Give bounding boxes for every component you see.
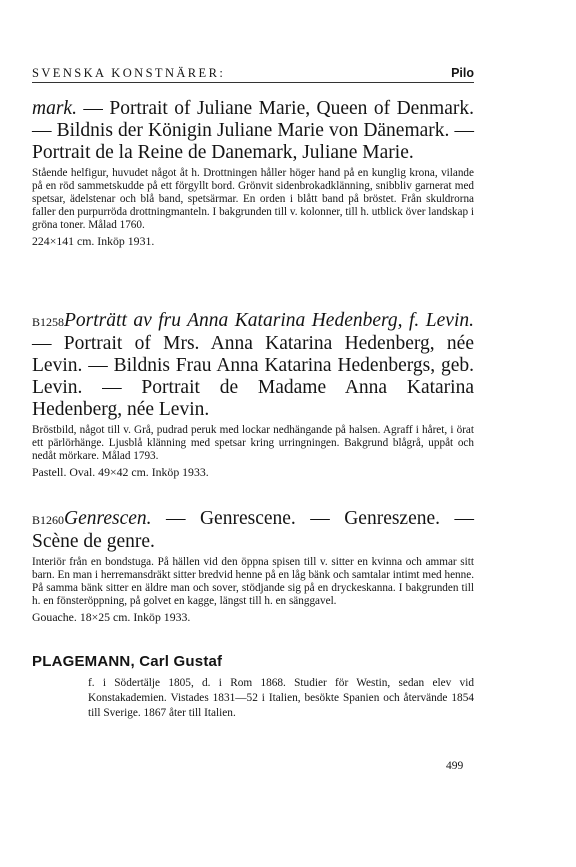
catalogue-number: B1260	[32, 513, 65, 527]
running-head-artist: Pilo	[451, 66, 474, 80]
entry-title	[32, 98, 474, 164]
running-head-title: SVENSKA KONSTNÄRER:	[32, 66, 226, 80]
entry-title	[32, 508, 474, 553]
entry-title-rest: — Portrait of Juliane Marie, Queen of Denmark. — Bildnis der Königin Juliane Marie von Dänemark. — Portrait de la Reine de Danemark, Juliane Marie.	[32, 98, 474, 163]
entry-meta: 224×141 cm. Inköp 1931.	[32, 234, 155, 249]
entry-title-start: mark.	[32, 98, 77, 119]
entry-description: Bröstbild, något till v. Grå, pudrad peruk med lockar nedhängande på halsen. Agraff i håret, i örat ett pärlörhänge. Ljusblå klänning med spetsar kring urringningen. Bakgrund blågrå, uppåt och nedåt mörkare. Målad 1793.	[32, 424, 474, 463]
entry-b1260	[32, 508, 474, 624]
entry-meta: Pastell. Oval. 49×42 cm. Inköp 1933.	[32, 465, 209, 480]
entry-title-translations: — Genrescene. — Genreszene. — Scène de genre.	[32, 508, 474, 552]
page-number: 499	[446, 760, 464, 772]
entry-title-swedish: Genrescen.	[64, 508, 152, 529]
entry-continued	[32, 98, 474, 248]
entry-description: Interiör från en bondstuga. På hällen vid den öppna spisen till v. sitter en kvinna och ammar sitt barn. En man i herremansdräkt sitter bredvid henne på en låg bänk och samtalar intimt med henne. På samma bänk sitter en äldre man och sover, stödjande sig på en dryckeskanna. I bakgrunden till h. en fönsteröppning, på golvet en kagge, längst till h. en sänggavel.	[32, 556, 474, 608]
artist-biography: f. i Södertälje 1805, d. i Rom 1868. Studier för Westin, sedan elev vid Konstakademien. Vistades 1831—52 i Italien, besökte Spanien och återvände 1854 till Sverige. 1867 åter till Italien.	[88, 677, 474, 719]
catalogue-number: B1258	[32, 315, 65, 329]
entry-description: Stående helfigur, huvudet något åt h. Drottningen håller höger hand på en kunglig krona, vilande på en röd sammetskudde på ett förgyllt bord. Grönvit sidenbrokadklänning, snibbliv garnerat med spetsar, ädelstenar och blå band, spetsärmar. En orden i blått band på bröstet. Från skuldrorna faller den purpurröda drottningmanteln. I bakgrunden till v. kolonner, till h. utblick över landskap i gröna toner. Målad 1760.	[32, 167, 474, 232]
entry-title-swedish: Porträtt av fru Anna Katarina Hedenberg, f. Levin.	[64, 310, 474, 331]
entry-b1258	[32, 310, 474, 479]
entry-title	[32, 310, 474, 421]
entry-title-translations: — Portrait of Mrs. Anna Katarina Hedenberg, née Levin. — Bildnis Frau Anna Katarina Hedenbergs, geb. Levin. — Portrait de Madame Anna Katarina Hedenberg, née Levin.	[32, 333, 474, 420]
running-head	[32, 66, 474, 83]
artist-heading: PLAGEMANN, Carl Gustaf	[32, 653, 223, 670]
entry-meta: Gouache. 18×25 cm. Inköp 1933.	[32, 610, 191, 625]
